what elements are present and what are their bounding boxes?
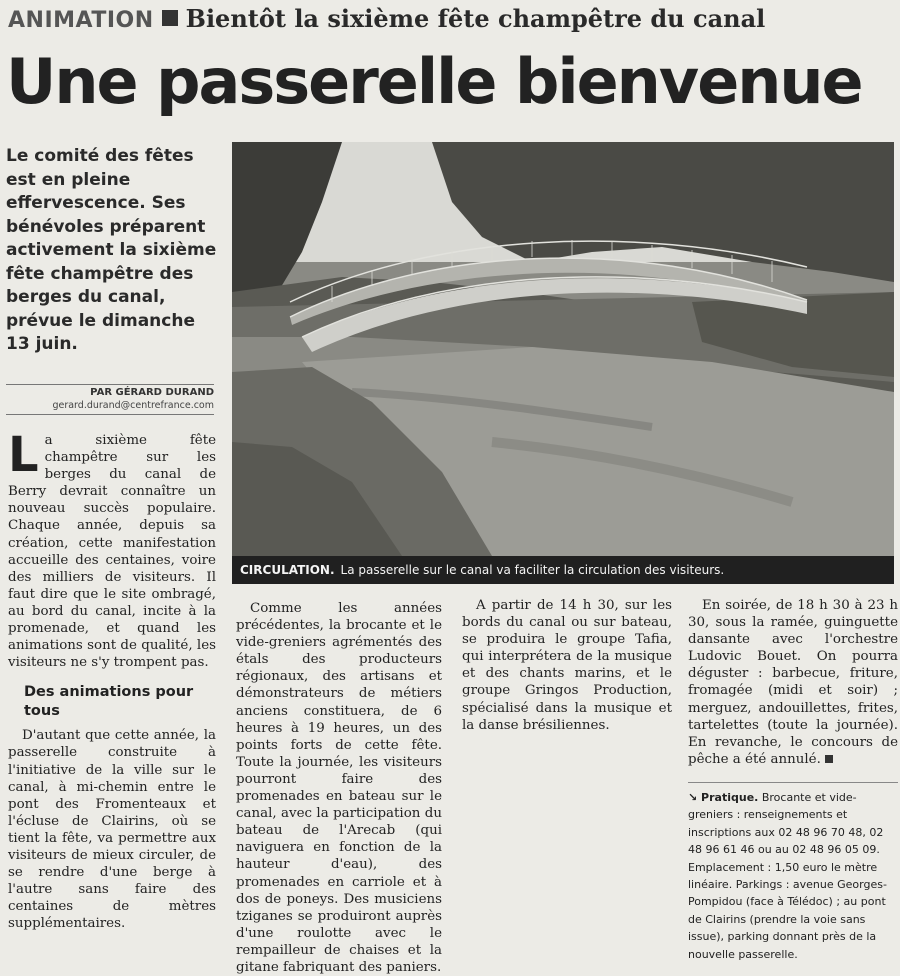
section-subtitle: Des animations pour tous [24,684,194,720]
drop-cap: L [8,427,39,483]
caption-text: La passerelle sur le canal va faciliter la circulation des visiteurs. [340,563,725,577]
article-paragraph: En soirée, de 18 h 30 à 23 h 30, sous la ramée, guinguette dansante avec l'orchestre Ludovic Bouet. On pourra déguster : barbecue, friture, fromagée (midi et soir) ; merguez, andouillettes, frites, tartelettes (toute la journée). En revanche, le concours de pêche a été annulé. [688,598,898,767]
byline [6,384,214,415]
caption-label: CIRCULATION. [240,563,335,577]
bridge-photo-drawing [232,142,894,556]
article-paragraph: D'autant que cette année, la passerelle construite à l'initiative de la ville sur le canal, à mi-chemin entre le pont des Fromenteaux et l'écluse de Clairins, où se tient la fête, va permettre aux visiteurs de mieux circuler, de se rendre d'une berge à l'autre sans faire des centaines de mètres supplémentaires. [8,728,216,932]
end-of-article-icon [825,755,833,763]
subheadline: Bientôt la sixième fête champêtre du canal [185,4,766,33]
rubric-label: ANIMATION [8,8,154,33]
practical-text: Brocante et vide-greniers : renseignements et inscriptions aux 02 48 96 70 48, 02 48 96 61 46 ou au 02 48 96 05 09. Emplacement : 1,50 euro le mètre linéaire. Parkings : avenue Georges-Pompidou (face à Télédoc) ; au pont de Clairins (prendre la voie sans issue), parking donnant près de la nouvelle passerelle. [688,790,887,961]
byline-author: PAR GÉRARD DURAND [90,387,214,398]
photo-caption [232,556,894,584]
article-column-3 [462,597,672,734]
byline-email: gerard.durand@centrefrance.com [52,400,214,411]
article-paragraph: A partir de 14 h 30, sur les bords du canal ou sur bateau, se produira le groupe Tafia, qui interprétera de la musique et des chants marins, et le groupe Gringos Production, spécialisé dans la musique et la danse brésiliennes. [462,598,672,733]
kicker [8,4,765,40]
article-paragraph: Comme les années précédentes, la brocante et le vide-greniers agrémentés des étals des producteurs régionaux, des artisans et démonstrateurs de métiers anciens constituera, de 6 heures à 19 heures, un des points forts de cette fête. Toute la journée, les visiteurs pourront faire des promenades en bateau sur le canal, avec la participation du bateau de l'Arecab (qui naviguera en fonction de la hauteur d'eau), des promenades en carriole et à dos de poneys. Des musiciens tziganes se produiront auprès d'une roulotte avec le rempailleur de chaises et la gitane fabriquant des paniers. [236,601,442,975]
bridge-photo [232,142,894,556]
headline: Une passerelle bienvenue [6,45,862,118]
article-column-4 [688,597,898,963]
square-bullet-icon [162,10,178,26]
article-paragraph: La sixième fête champêtre sur les berges du canal de Berry devrait connaître un nouveau succès populaire. Chaque année, depuis sa création, cette manifestation accueille des centaines, voire des milliers de visiteurs. Il faut dire que le site ombragé, au bord du canal, incite à la promenade, et quand les animations sont de qualité, les visiteurs ne s'y trompent pas. [8,427,216,671]
article-column-1 [8,427,216,932]
practical-label: ↘ Pratique. [688,790,759,804]
standfirst: Le comité des fêtes est en pleine effervescence. Ses bénévoles préparent activement la sixième fête champêtre des berges du canal, prévue le dimanche 13 juin. [6,146,217,354]
practical-info-box [688,782,898,963]
article-column-2 [236,600,442,976]
